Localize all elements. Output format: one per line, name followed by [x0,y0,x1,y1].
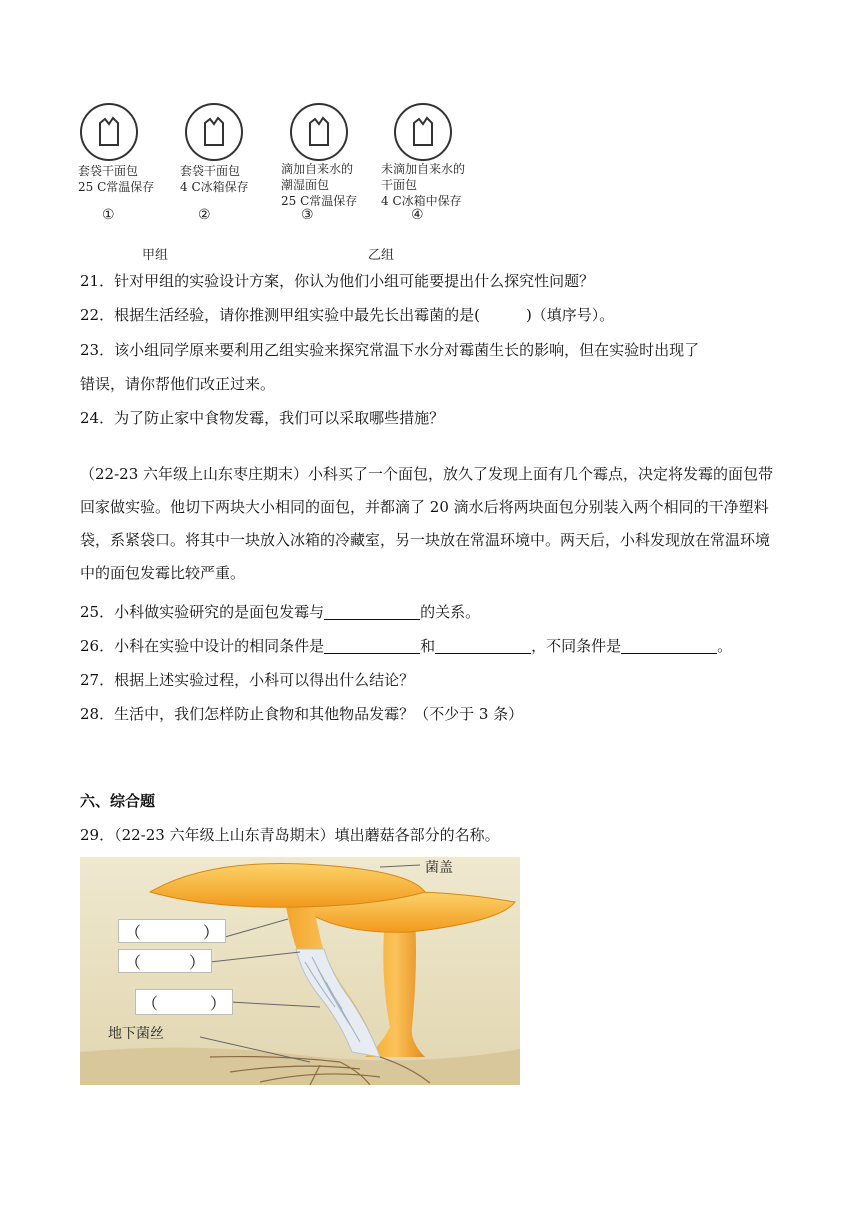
figure-number-3: ③ [301,207,314,223]
answer-blank[interactable] [621,637,717,654]
question-25-text: 25．小科做实验研究的是面包发霉与 [80,603,325,621]
figure-number-2: ② [198,207,211,223]
question-25-suffix: 的关系。 [420,603,481,621]
question-26-text2: ，不同条件是 [531,637,622,655]
question-29: 29．（22-23 六年级上山东青岛期末）填出蘑菇各部分的名称。 [80,826,500,844]
reading-passage: （22-23 六年级上山东枣庄期末）小科买了一个面包，放久了发现上面有几个霉点，决定将发霉的面包带回家做实验。他切下两块大小相同的面包，并都滴了 20 滴水后将两块面包分别装入两个相同的干净塑料袋，系紧袋口。将其中一块放入冰箱的冷藏室，另一块放在常温环境中。两天后，小科发现放在常温环境中的面包发霉比较严重。 [80,465,774,582]
answer-blank[interactable] [324,637,420,654]
answer-blank[interactable] [324,603,420,620]
figure-item-2-line1: 套袋干面包 [180,164,241,178]
figure-item-3-line1: 滴加自来水的 [281,162,354,176]
question-21: 21．针对甲组的实验设计方案，你认为他们小组可能要提出什么探究性问题？ [80,272,595,290]
section-heading: 六、综合题 [80,792,156,810]
cap-label: 菌盖 [425,860,453,876]
question-26-and: 和 [420,637,436,655]
blank-label-box-1[interactable] [118,919,226,943]
figure-number-4: ④ [411,207,424,223]
bag-circle-4 [394,103,452,161]
paren-right: ） [188,952,205,972]
figure-item-2-label [180,163,249,195]
question-26-suffix: 。 [717,637,733,655]
figure-item-2-line2: 4 C冰箱保存 [180,180,249,194]
figure-item-4-line2: 干面包 [381,178,418,192]
figure-item-3-line3: 25 C常温保存 [281,194,358,208]
question-25 [80,601,480,623]
question-27: 27．根据上述实验过程，小科可以得出什么结论？ [80,671,415,689]
blank-label-box-2[interactable] [118,949,212,973]
bread-bag-icon [292,105,346,159]
paren-left: （ [125,922,142,942]
group-b-label: 乙组 [368,248,395,263]
figure-item-1-line1: 套袋干面包 [78,164,139,178]
question-22-text: 22．根据生活经验，请你推测甲组实验中最先长出霉菌的是( [80,306,480,324]
paren-right: ） [209,993,226,1013]
group-a-label: 甲组 [142,248,169,263]
figure-item-3-line2: 潮湿面包 [281,178,330,192]
answer-blank[interactable] [435,637,531,654]
mushroom-diagram [80,857,520,1085]
figure-item-4-line3: 4 C冰箱中保存 [381,194,462,208]
bag-circle-3 [290,103,348,161]
question-24: 24．为了防止家中食物发霉，我们可以采取哪些措施？ [80,409,445,427]
blank-label-box-3[interactable] [135,989,233,1015]
figure-item-1-line2: 25 C常温保存 [78,180,155,194]
figure-item-1-label [78,163,154,195]
question-26-text: 26．小科在实验中设计的相同条件是 [80,637,325,655]
paren-left: （ [125,952,142,972]
question-23-line1: 23．该小组同学原来要利用乙组实验来探究常温下水分对霉菌生长的影响，但在实验时出现了 [80,341,700,359]
question-23-line2: 错误，请你帮他们改正过来。 [80,375,276,393]
question-28: 28．生活中，我们怎样防止食物和其他物品发霉？（不少于 3 条） [80,705,524,723]
figure-item-4-line1: 未滴加自来水的 [381,162,466,176]
figure-item-4-label [381,161,465,209]
bread-bag-icon [396,105,450,159]
paren-right: ） [202,922,219,942]
question-26 [80,635,732,657]
bag-circle-1 [80,103,138,161]
bag-circle-2 [185,103,243,161]
underground-mycelium-label: 地下菌丝 [108,1026,164,1042]
question-22 [80,304,614,326]
figure-item-3-label [281,161,357,209]
figure-number-1: ① [102,207,115,223]
bread-bag-icon [82,105,136,159]
bread-bag-icon [187,105,241,159]
paren-left: （ [142,993,159,1013]
question-22-suffix: )（填序号）。 [525,306,615,324]
